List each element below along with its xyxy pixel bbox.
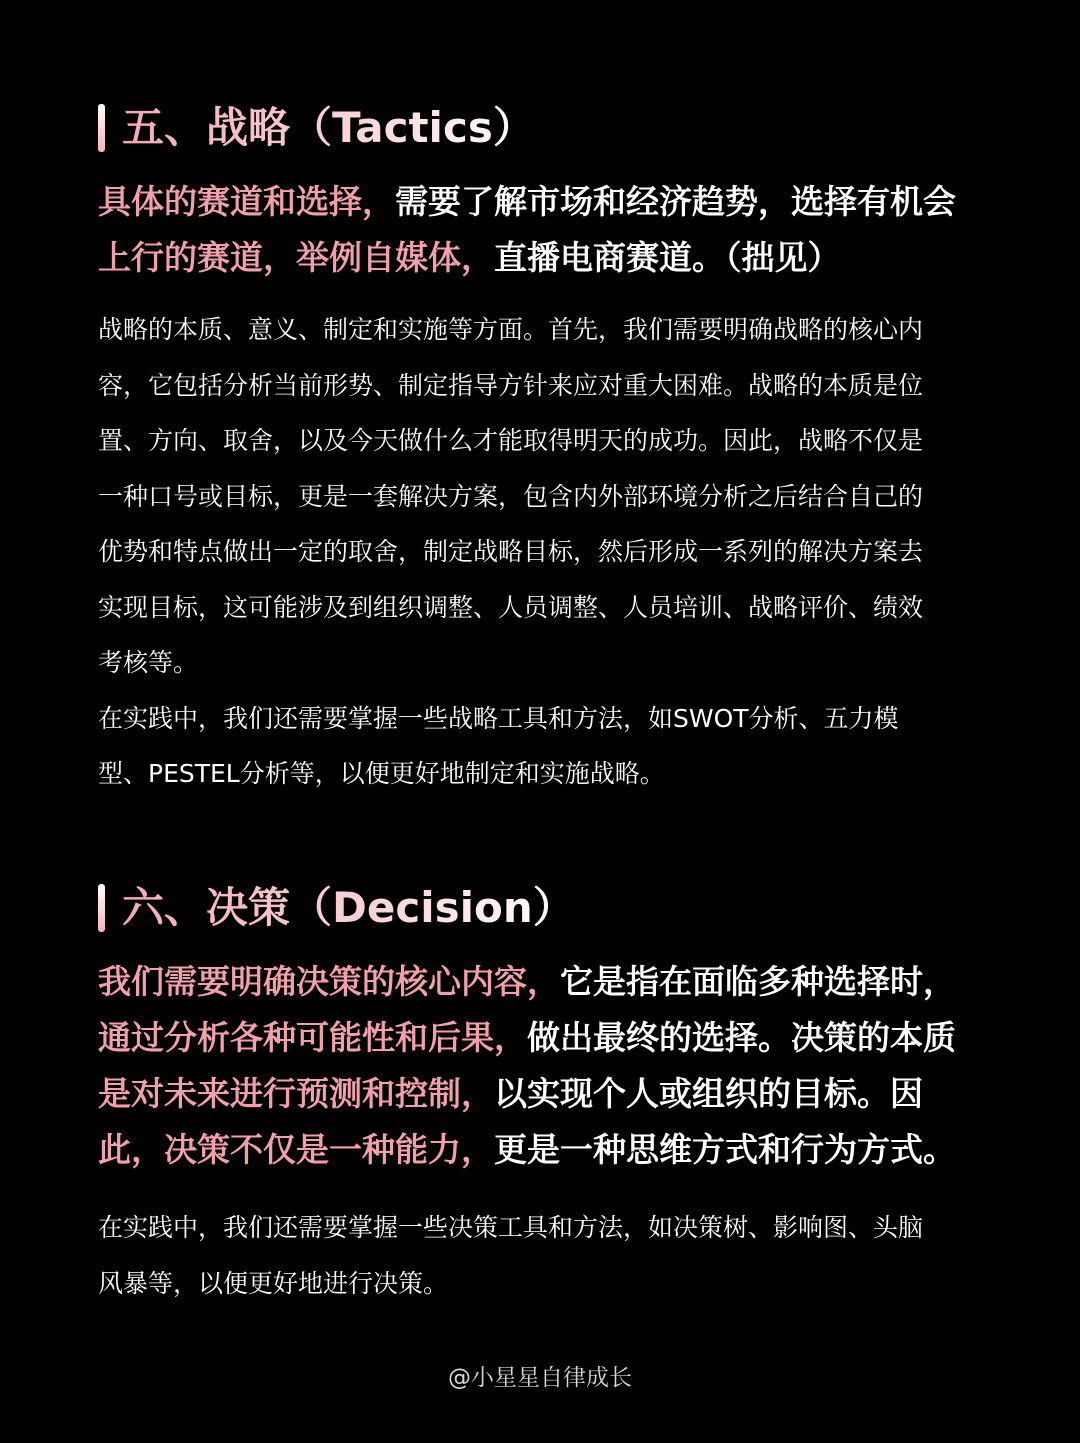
section-heading <box>98 878 1020 938</box>
body-line: 型、PESTEL分析等，以便更好地制定和实施战略。 <box>98 759 665 788</box>
body-line: 一种口号或目标，更是一套解决方案，包含内外部环境分析之后结合自己的 <box>98 481 924 511</box>
lead-plain-text: 直播电商赛道。（拙见） <box>494 238 841 277</box>
lead-plain-text: 更是一种思维方式和行为方式。 <box>494 1130 956 1169</box>
body-line: 优势和特点做出一定的取舍，制定战略目标，然后形成一系列的解决方案去 <box>98 537 924 566</box>
section-title: 六、决策（Decision） <box>122 878 575 938</box>
lead-paragraph <box>98 954 1020 1178</box>
lead-highlight-text: 是对未来进行预测和控制， <box>98 1074 494 1113</box>
heading-accent-bar <box>98 884 105 932</box>
body-line: 考核等。 <box>98 648 199 677</box>
section-tactics <box>98 98 1020 802</box>
lead-paragraph <box>98 174 1020 286</box>
lead-line <box>98 230 1020 286</box>
section-heading <box>98 98 1020 158</box>
author-watermark: @小星星自律成长 <box>448 1365 632 1391</box>
body-paragraph <box>98 1200 1020 1311</box>
body-line: 风暴等，以便更好地进行决策。 <box>98 1268 449 1298</box>
body-line: 置、方向、取舍，以及今天做什么才能取得明天的成功。因此，战略不仅是 <box>98 426 924 455</box>
lead-highlight-text: 上行的赛道，举例自媒体， <box>98 238 494 277</box>
lead-line <box>98 174 1020 230</box>
body-line: 在实践中，我们还需要掌握一些战略工具和方法，如SWOT分析、五力模 <box>98 703 899 733</box>
lead-plain-text: 它是指在面临多种选择时， <box>560 962 956 1001</box>
lead-plain-text: 需要了解市场和经济趋势，选择有机会 <box>395 182 956 221</box>
lead-highlight-text: 通过分析各种可能性和后果， <box>98 1018 527 1057</box>
heading-accent-bar <box>98 104 105 152</box>
lead-line <box>98 1066 1020 1122</box>
lead-line <box>98 1010 1020 1066</box>
lead-plain-text: 做出最终的选择。决策的本质 <box>527 1018 956 1057</box>
lead-line <box>98 1122 1020 1178</box>
lead-highlight-text: 我们需要明确决策的核心内容， <box>98 962 560 1001</box>
lead-line <box>98 954 1020 1010</box>
lead-highlight-text: 具体的赛道和选择， <box>98 182 395 221</box>
body-line: 战略的本质、意义、制定和实施等方面。首先，我们需要明确战略的核心内 <box>98 315 924 344</box>
body-line: 容，它包括分析当前形势、制定指导方针来应对重大困难。战略的本质是位 <box>98 370 924 400</box>
body-line: 实现目标，这可能涉及到组织调整、人员调整、人员培训、战略评价、绩效 <box>98 592 924 622</box>
section-title: 五、战略（Tactics） <box>122 98 535 158</box>
body-line: 在实践中，我们还需要掌握一些决策工具和方法，如决策树、影响图、头脑 <box>98 1213 924 1242</box>
body-paragraph <box>98 302 1020 802</box>
lead-highlight-text: 此，决策不仅是一种能力， <box>98 1130 494 1169</box>
section-decision <box>98 878 1020 1311</box>
lead-plain-text: 以实现个人或组织的目标。因 <box>494 1074 923 1113</box>
